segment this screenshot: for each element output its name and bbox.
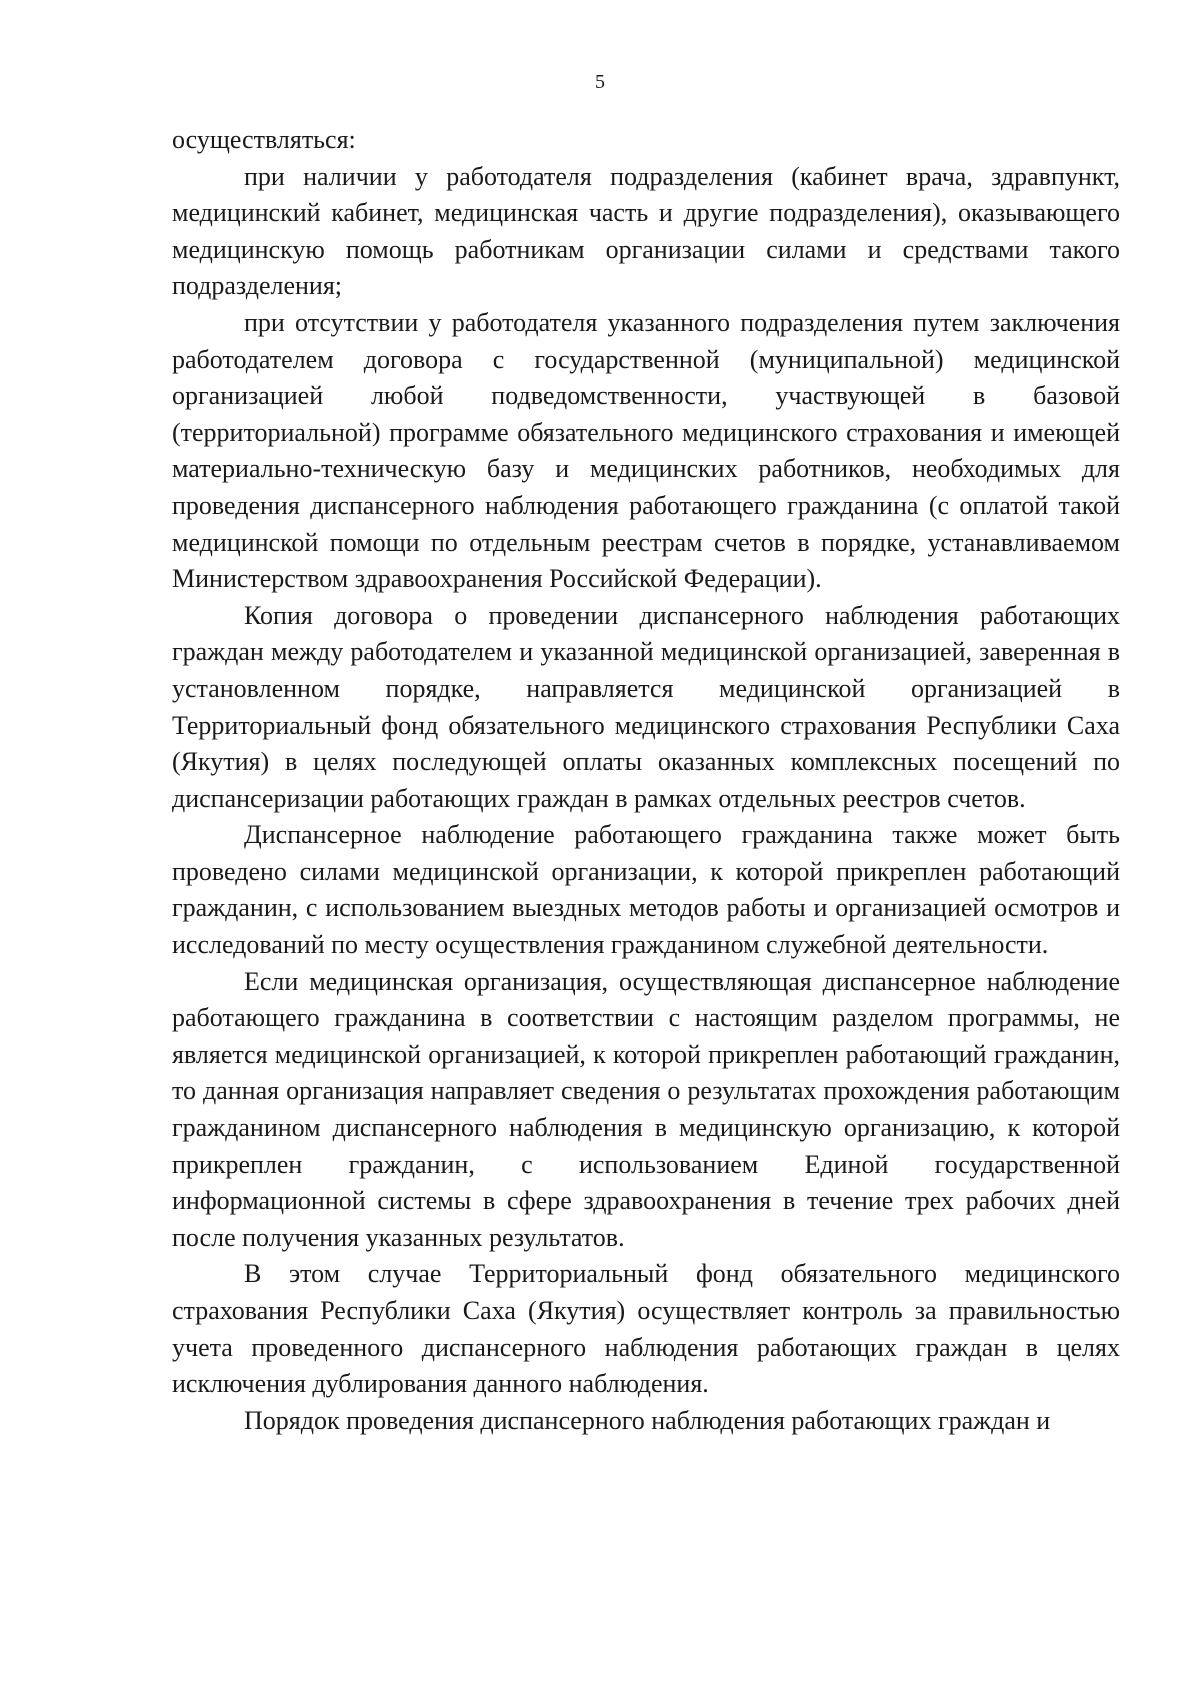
- paragraph-procedure: Порядок проведения диспансерного наблюдения работающих граждан и: [244, 1405, 1051, 1435]
- page-number: 5: [595, 71, 605, 93]
- paragraph-contract-copy: Копия договора о проведении диспансерного наблюдения работающих граждан между работодателем и указанной медицинской организацией, заверенная в установленном порядке, направляется медицинской организацией в Территориальный фонд обязательного медицинского страхования Республики Саха (Якутия) в целях последующей оплаты оказанных комплексных посещений по диспансеризации работающих граждан в рамках отдельных реестров счетов.: [172, 600, 1120, 813]
- document-body: [172, 122, 1120, 1439]
- paragraph-fund-control: В этом случае Территориальный фонд обязательного медицинского страхования Республики Саха (Якутия) осуществляет контроль за правильностью учета проведенного диспансерного наблюдения работающих граждан в целях исключения дублирования данного наблюдения.: [172, 1259, 1120, 1399]
- paragraph-employer-contract: при отсутствии у работодателя указанного подразделения путем заключения работодателем договора с государственной (муниципальной) медицинской организацией любой подведомственности, участвующей в базовой (территориальной) программе обязательного медицинского страхования и имеющей материально-техническую базу и медицинских работников, необходимых для проведения диспансерного наблюдения работающего гражданина (с оплатой такой медицинской помощи по отдельным реестрам счетов в порядке, устанавливаемом Министерством здравоохранения Российской Федерации).: [172, 307, 1120, 594]
- paragraph-attached-organization: Диспансерное наблюдение работающего гражданина также может быть проведено силами медицинской организации, к которой прикреплен работающий гражданин, с использованием выездных методов работы и организацией осмотров и исследований по месту осуществления гражданином служебной деятельности.: [172, 820, 1120, 960]
- paragraph-employer-unit: при наличии у работодателя подразделения (кабинет врача, здравпункт, медицинский кабинет, медицинская часть и другие подразделения), оказывающего медицинскую помощь работникам организации силами и средствами такого подразделения;: [172, 161, 1120, 301]
- paragraph-continuation: осуществляться:: [172, 125, 356, 154]
- paragraph-results-transfer: Если медицинская организация, осуществляющая диспансерное наблюдение работающего гражданина в соответствии с настоящим разделом программы, не является медицинской организацией, к которой прикреплен работающий гражданин, то данная организация направляет сведения о результатах прохождения работающим гражданином диспансерного наблюдения в медицинскую организацию, к которой прикреплен гражданин, с использованием Единой государственной информационной системы в сфере здравоохранения в течение трех рабочих дней после получения указанных результатов.: [172, 966, 1120, 1252]
